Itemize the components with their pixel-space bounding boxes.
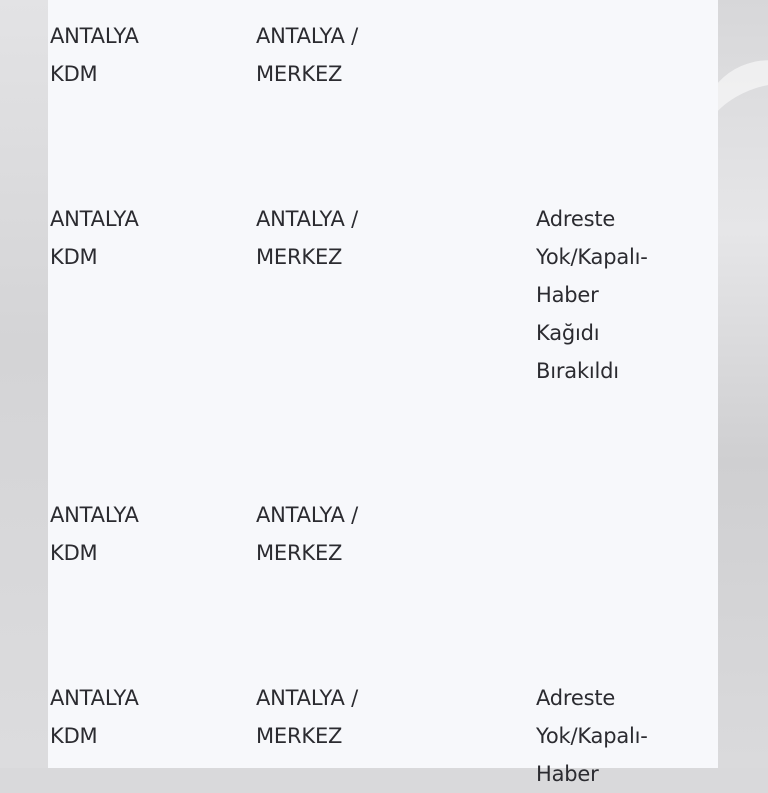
status-cell: Adreste Yok/Kapalı- Haber Kağıdı Bırakıldı [536, 207, 648, 383]
office-cell: ANTALYA KDM [50, 24, 139, 86]
location-cell: ANTALYA / MERKEZ [256, 24, 359, 86]
shipment-movements-table [48, 0, 718, 786]
location-cell: ANTALYA / MERKEZ [256, 503, 359, 565]
office-cell: ANTALYA KDM [50, 503, 139, 565]
background-left [0, 0, 48, 768]
location-cell: ANTALYA / MERKEZ [256, 686, 359, 748]
office-cell: ANTALYA KDM [50, 207, 139, 269]
location-cell: ANTALYA / MERKEZ [256, 207, 359, 269]
status-cell: Adreste Yok/Kapalı- Haber [536, 686, 648, 786]
office-cell: ANTALYA KDM [50, 686, 139, 748]
